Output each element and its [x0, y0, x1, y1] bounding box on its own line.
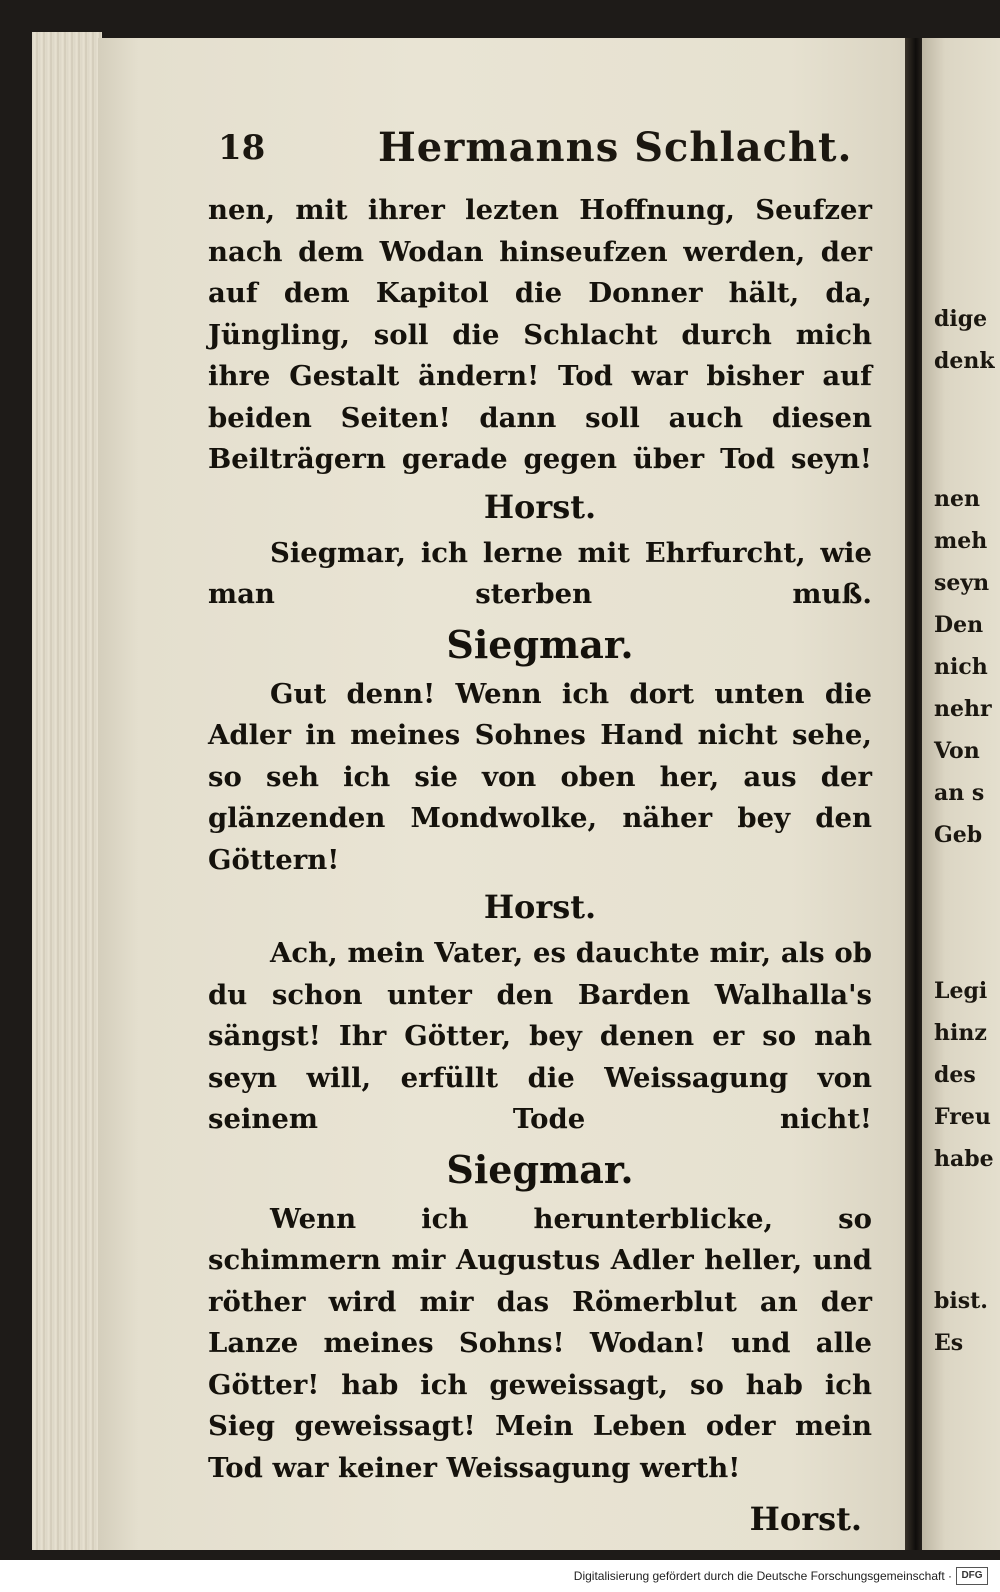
- page-header: [218, 124, 868, 178]
- paragraph: Wenn ich herunterblicke, so schimmern mir Augustus Adler heller, und röther wird mir das Römerblut an der Lanze meines Sohns! Wodan! und alle Götter! hab ich geweissagt, so hab ich Sieg geweissagt! Mein Leben oder mein Tod war keiner Weissagung werth!: [208, 1202, 872, 1484]
- facing-line: meh: [934, 528, 988, 554]
- dfg-logo: DFG: [956, 1567, 988, 1585]
- facing-line: hinz: [934, 1020, 987, 1046]
- facing-line: Legi: [934, 978, 988, 1004]
- facing-line: nich: [934, 654, 988, 680]
- page-number: 18: [218, 128, 266, 168]
- footer-bar: [0, 1560, 1000, 1592]
- running-title: Hermanns Schlacht.: [378, 124, 853, 171]
- facing-line: an s: [934, 780, 985, 806]
- facing-line: nen: [934, 486, 980, 512]
- paragraph: nen, mit ihrer lezten Hoffnung, Seufzer nach dem Wodan hinseufzen werden, der auf dem Kapitol die Donner hält, da, Jüngling, soll die Schlacht durch mich ihre Gestalt ändern! Tod war bisher auf beiden Seiten! dann soll auch diesen Beilträgern gerade gegen über Tod seyn!: [208, 194, 872, 475]
- facing-line: denk: [934, 348, 995, 374]
- facing-line: habe: [934, 1146, 994, 1172]
- facing-line: bist.: [934, 1288, 988, 1314]
- footer-credit: Digitalisierung gefördert durch die Deutsche Forschungsgemeinschaft ·: [573, 1569, 952, 1583]
- paragraph: Siegmar, ich lerne mit Ehrfurcht, wie man sterben muß.: [208, 536, 872, 610]
- paragraph: Ach, mein Vater, es dauchte mir, als ob du schon unter den Barden Walhalla's sängst! Ihr Götter, bey denen er so nah seyn will, erfüllt die Weissagung von seinem Tode nicht!: [208, 937, 872, 1135]
- facing-page: [922, 38, 1000, 1550]
- paragraph: Gut denn! Wenn ich dort unten die Adler in meines Sohnes Hand nicht sehe, so seh ich sie von oben her, aus der glänzenden Mondwolke, näher bey den Göttern!: [208, 677, 872, 876]
- facing-line: seyn: [934, 570, 990, 596]
- page-edges: [32, 32, 102, 1550]
- facing-line: Freu: [934, 1104, 991, 1130]
- catchword: Horst.: [749, 1500, 862, 1538]
- facing-line: Von: [934, 738, 980, 764]
- speaker-heading: Horst.: [483, 487, 597, 526]
- speaker-heading: Horst.: [483, 888, 597, 926]
- facing-line: des: [934, 1062, 976, 1088]
- book-gutter: [905, 38, 923, 1550]
- speaker-heading: Siegmar.: [446, 1146, 634, 1192]
- speaker-heading: Siegmar.: [446, 621, 634, 667]
- page-body: [208, 190, 872, 1549]
- facing-line: Den: [934, 612, 984, 638]
- facing-line: Geb: [934, 822, 983, 848]
- facing-line: dige: [934, 306, 988, 332]
- facing-line: nehr: [934, 696, 992, 722]
- facing-line: Es: [934, 1330, 964, 1356]
